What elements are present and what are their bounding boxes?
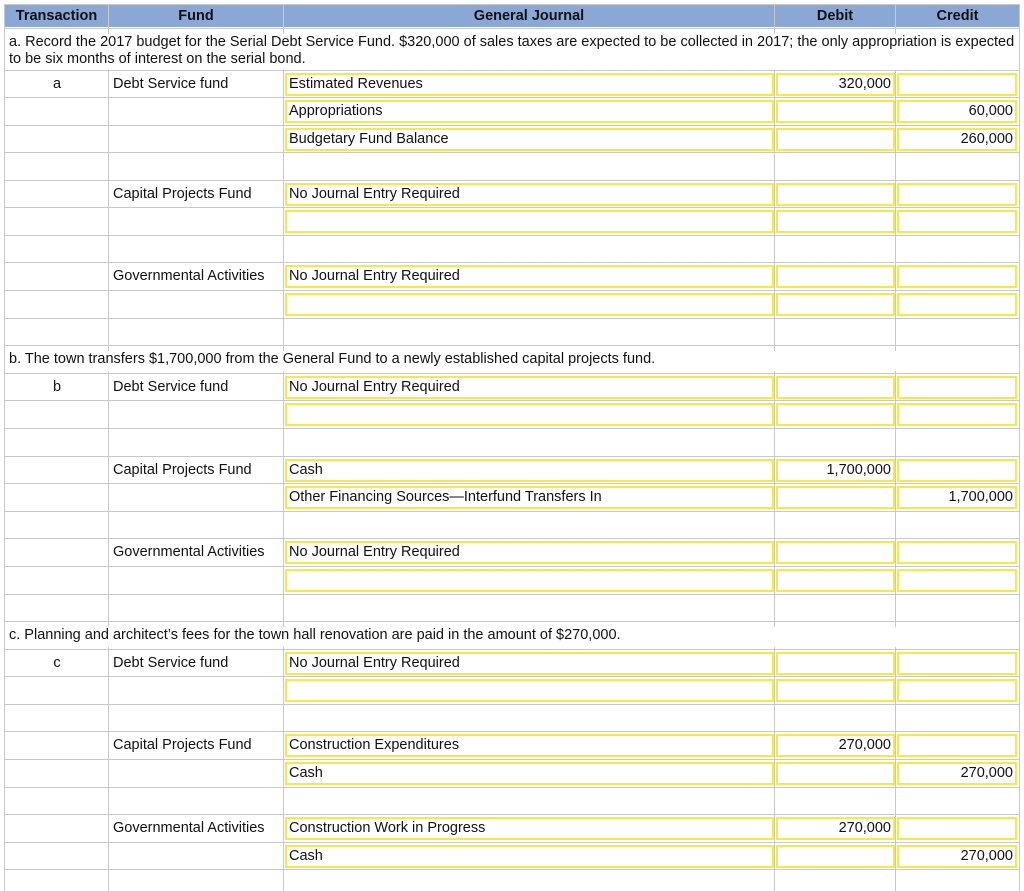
fund-capital-projects-b: Capital Projects Fund xyxy=(113,462,252,478)
debit-field[interactable] xyxy=(776,183,895,206)
account-field[interactable]: No Journal Entry Required xyxy=(285,265,774,288)
credit-field[interactable] xyxy=(897,403,1017,426)
fund-debt-service-a: Debt Service fund xyxy=(113,76,229,92)
account-field[interactable] xyxy=(285,679,774,702)
debit-field[interactable]: 270,000 xyxy=(776,817,895,840)
credit-field[interactable]: 60,000 xyxy=(897,100,1017,123)
credit-field[interactable]: 260,000 xyxy=(897,128,1017,151)
account-field[interactable] xyxy=(285,403,774,426)
debit-field[interactable] xyxy=(776,210,895,233)
grid-line xyxy=(4,290,1020,291)
grid-line xyxy=(283,4,284,891)
account-field[interactable] xyxy=(285,210,774,233)
account-field[interactable]: No Journal Entry Required xyxy=(285,652,774,675)
debit-field[interactable] xyxy=(776,128,895,151)
header-general-journal: General Journal xyxy=(284,5,774,27)
grid-line xyxy=(4,621,1020,622)
credit-field[interactable] xyxy=(897,73,1017,96)
credit-field[interactable] xyxy=(897,569,1017,592)
debit-field[interactable] xyxy=(776,652,895,675)
credit-field[interactable]: 270,000 xyxy=(897,845,1017,868)
credit-field[interactable] xyxy=(897,459,1017,482)
grid-line xyxy=(4,842,1020,843)
fund-governmental-a: Governmental Activities xyxy=(113,268,265,284)
account-field[interactable]: No Journal Entry Required xyxy=(285,183,774,206)
credit-field[interactable] xyxy=(897,679,1017,702)
transaction-b-description: b. The town transfers $1,700,000 from the General Fund to a newly established capital projects fund. xyxy=(9,351,1015,371)
account-field[interactable]: Construction Work in Progress xyxy=(285,817,774,840)
account-field[interactable]: Cash xyxy=(285,845,774,868)
credit-field[interactable]: 1,700,000 xyxy=(897,486,1017,509)
credit-field[interactable] xyxy=(897,376,1017,399)
credit-field[interactable] xyxy=(897,183,1017,206)
grid-line xyxy=(4,28,1020,29)
account-field[interactable]: Estimated Revenues xyxy=(285,73,774,96)
account-field[interactable]: Budgetary Fund Balance xyxy=(285,128,774,151)
grid-line xyxy=(4,566,1020,567)
debit-field[interactable] xyxy=(776,541,895,564)
debit-field[interactable] xyxy=(776,762,895,785)
grid-line xyxy=(4,594,1020,595)
debit-field[interactable] xyxy=(776,376,895,399)
debit-field[interactable] xyxy=(776,569,895,592)
debit-field[interactable] xyxy=(776,403,895,426)
credit-field[interactable] xyxy=(897,293,1017,316)
credit-field[interactable] xyxy=(897,541,1017,564)
grid-line xyxy=(895,4,896,891)
debit-field[interactable]: 270,000 xyxy=(776,734,895,757)
grid-line xyxy=(1019,4,1020,891)
fund-capital-projects-a: Capital Projects Fund xyxy=(113,186,252,202)
credit-field[interactable] xyxy=(897,734,1017,757)
debit-field[interactable] xyxy=(776,293,895,316)
grid-line xyxy=(4,345,1020,346)
grid-line xyxy=(108,4,109,891)
header-transaction: Transaction xyxy=(5,5,108,27)
account-field[interactable] xyxy=(285,293,774,316)
debit-field[interactable] xyxy=(776,265,895,288)
header-credit: Credit xyxy=(896,5,1019,27)
transaction-c-label: c xyxy=(53,655,61,671)
debit-field[interactable] xyxy=(776,486,895,509)
account-field[interactable]: No Journal Entry Required xyxy=(285,541,774,564)
transaction-c-description: c. Planning and architect’s fees for the town hall renovation are paid in the amount of $270,000. xyxy=(9,627,1015,647)
account-field[interactable]: Cash xyxy=(285,459,774,482)
header-fund: Fund xyxy=(109,5,283,27)
account-field[interactable]: No Journal Entry Required xyxy=(285,376,774,399)
debit-field[interactable]: 320,000 xyxy=(776,73,895,96)
credit-field[interactable] xyxy=(897,817,1017,840)
grid-line xyxy=(4,704,1020,705)
fund-debt-service-b: Debt Service fund xyxy=(113,379,229,395)
fund-debt-service-c: Debt Service fund xyxy=(113,655,229,671)
debit-field[interactable] xyxy=(776,679,895,702)
grid-line xyxy=(4,318,1020,319)
grid-line xyxy=(4,152,1020,153)
credit-field[interactable] xyxy=(897,210,1017,233)
grid-line xyxy=(4,511,1020,512)
fund-governmental-b: Governmental Activities xyxy=(113,544,265,560)
account-field[interactable]: Other Financing Sources—Interfund Transfers In xyxy=(285,486,774,509)
transaction-a-description: a. Record the 2017 budget for the Serial Debt Service Fund. $320,000 of sales taxes are expected to be collected in 2017; the only appropriation is expected to be six months of interest on the serial bond. xyxy=(9,34,1015,70)
debit-field[interactable] xyxy=(776,100,895,123)
transaction-a-label: a xyxy=(52,76,62,92)
credit-field[interactable] xyxy=(897,652,1017,675)
transaction-b-label: b xyxy=(52,379,62,395)
grid-line xyxy=(4,869,1020,870)
account-field[interactable]: Cash xyxy=(285,762,774,785)
account-field[interactable] xyxy=(285,569,774,592)
fund-governmental-c: Governmental Activities xyxy=(113,820,265,836)
grid-line xyxy=(4,4,5,891)
grid-line xyxy=(4,428,1020,429)
account-field[interactable]: Construction Expenditures xyxy=(285,734,774,757)
account-field[interactable]: Appropriations xyxy=(285,100,774,123)
grid-line xyxy=(4,759,1020,760)
debit-field[interactable] xyxy=(776,845,895,868)
credit-field[interactable] xyxy=(897,265,1017,288)
fund-capital-projects-c: Capital Projects Fund xyxy=(113,737,252,753)
debit-field[interactable]: 1,700,000 xyxy=(776,459,895,482)
grid-line xyxy=(4,787,1020,788)
credit-field[interactable]: 270,000 xyxy=(897,762,1017,785)
header-debit: Debit xyxy=(775,5,895,27)
grid-line xyxy=(4,235,1020,236)
grid-line xyxy=(774,4,775,891)
grid-line xyxy=(4,125,1020,126)
